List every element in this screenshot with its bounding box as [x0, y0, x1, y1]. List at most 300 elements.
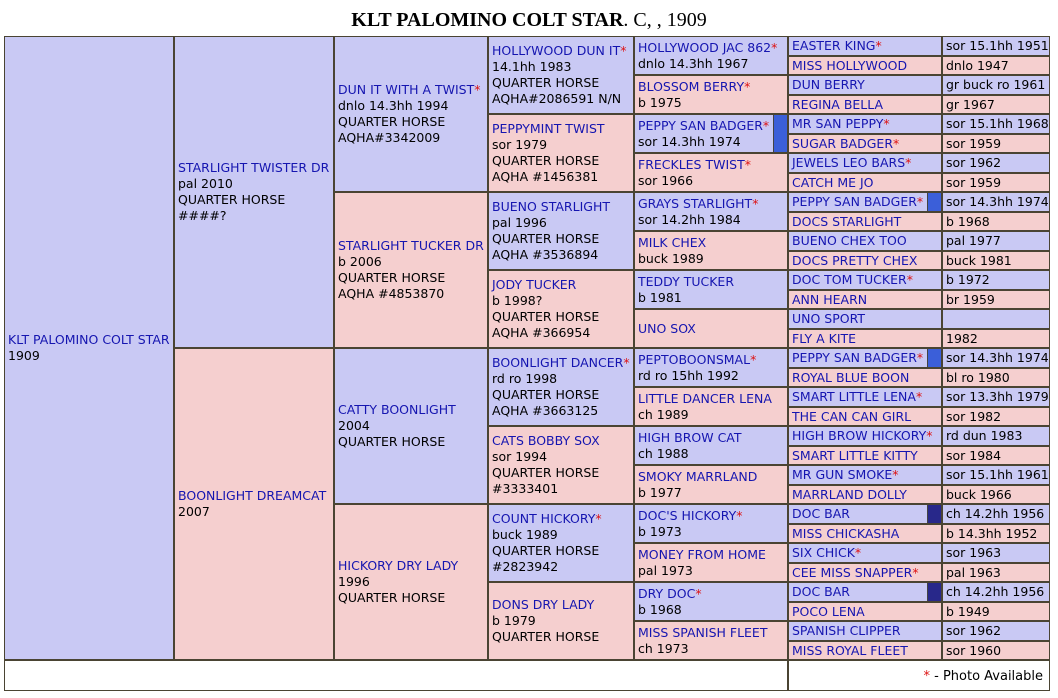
horse-name-text[interactable]: DOC BAR — [792, 506, 850, 521]
horse-name-link[interactable] — [792, 311, 938, 327]
horse-color-year-cell: buck 1981 — [942, 251, 1050, 270]
pedigree-cell-g3-3 — [488, 270, 634, 348]
photo-available-icon: * — [474, 82, 481, 97]
photo-available-icon: * — [744, 157, 751, 172]
pedigree-cell-g5-2 — [788, 75, 942, 95]
horse-color-year-cell: dnlo 1947 — [942, 56, 1050, 75]
horse-name-text[interactable]: MISS ROYAL FLEET — [792, 643, 908, 658]
horse-name-link[interactable] — [792, 58, 938, 74]
horse-detail-line: buck 1989 — [492, 527, 558, 542]
pedigree-cell-g4-14 — [634, 582, 788, 621]
photo-available-icon: * — [771, 40, 778, 55]
photo-available-icon: * — [750, 352, 757, 367]
horse-detail-line: QUARTER HORSE — [492, 629, 600, 644]
horse-name-link[interactable] — [178, 488, 330, 504]
horse-name-text[interactable]: MR GUN SMOKE — [792, 467, 893, 482]
horse-color-year-cell: gr 1967 — [942, 95, 1050, 114]
horse-detail-line: AQHA #4853870 — [338, 286, 445, 301]
horse-name-text[interactable]: GRAYS STARLIGHT — [638, 196, 753, 211]
pedigree-cell-g4-12 — [634, 504, 788, 543]
horse-name-text[interactable]: MISS HOLLYWOOD — [792, 58, 908, 73]
horse-name-text[interactable]: COUNT HICKORY — [492, 511, 596, 526]
horse-name-link[interactable] — [492, 597, 630, 613]
horse-name-text[interactable]: KLT PALOMINO COLT STAR — [8, 332, 170, 347]
horse-detail-line: b 1998? — [492, 293, 543, 308]
horse-color-year-cell: ch 14.2hh 1956 — [942, 504, 1050, 524]
horse-name-link[interactable] — [792, 370, 938, 386]
photo-available-icon: * — [915, 389, 923, 404]
horse-name-link[interactable] — [792, 194, 938, 210]
horse-name-link[interactable] — [792, 448, 938, 464]
horse-name-link[interactable] — [792, 467, 938, 483]
horse-name-text[interactable]: DOCS PRETTY CHEX — [792, 253, 918, 268]
pedigree-cell-g5-29 — [788, 602, 942, 621]
horse-name-link[interactable] — [792, 97, 938, 113]
horse-color-year-cell: b 14.3hh 1952 — [942, 524, 1050, 543]
horse-name-text[interactable]: HICKORY DRY LADY — [338, 558, 459, 573]
horse-name-link[interactable] — [792, 38, 938, 54]
horse-name-link[interactable] — [792, 214, 938, 230]
pedigree-grid — [4, 36, 1050, 660]
horse-name-link[interactable] — [792, 389, 938, 405]
horse-name-text[interactable]: EASTER KING — [792, 38, 876, 53]
horse-name-text[interactable]: STARLIGHT TUCKER DR — [338, 238, 484, 253]
pedigree-cell-g1-0 — [174, 36, 334, 348]
horse-name-text[interactable]: BUENO CHEX TOO — [792, 233, 907, 248]
horse-name-text[interactable]: SPANISH CLIPPER — [792, 623, 901, 638]
photo-available-icon: * — [595, 511, 602, 526]
horse-name-text[interactable]: BOONLIGHT DANCER — [492, 355, 624, 370]
horse-title-name: KLT PALOMINO COLT STAR — [351, 9, 624, 31]
horse-name-link[interactable] — [792, 604, 938, 620]
horse-name-link[interactable] — [792, 272, 938, 288]
pedigree-cell-g5-15 — [788, 329, 942, 348]
horse-name-link[interactable] — [638, 79, 784, 95]
horse-detail-line: 1996 — [338, 574, 370, 589]
horse-name-link[interactable] — [638, 508, 784, 524]
horse-detail-line: QUARTER HORSE — [492, 543, 600, 558]
horse-detail-line: ch 1973 — [638, 641, 689, 656]
pedigree-cell-g5-13 — [788, 290, 942, 309]
horse-detail-line: QUARTER HORSE — [178, 192, 286, 207]
horse-detail-line: ch 1989 — [638, 407, 689, 422]
photo-legend — [788, 660, 1050, 691]
horse-name-text[interactable]: CATTY BOONLIGHT — [338, 402, 456, 417]
horse-color-year-cell: gr buck ro 1961 — [942, 75, 1050, 95]
horse-detail-line: #2823942 — [492, 559, 559, 574]
horse-name-text[interactable]: CATCH ME JO — [792, 175, 874, 190]
pedigree-cell-g4-15 — [634, 621, 788, 660]
pedigree-cell-g3-6 — [488, 504, 634, 582]
horse-name-link[interactable] — [492, 121, 630, 137]
horse-name-link[interactable] — [792, 233, 938, 249]
horse-name-link[interactable] — [638, 235, 784, 251]
horse-color-year-cell: pal 1977 — [942, 231, 1050, 251]
horse-name-text[interactable]: HIGH BROW HICKORY — [792, 428, 927, 443]
horse-detail-line: pal 2010 — [178, 176, 233, 191]
horse-name-link[interactable] — [492, 277, 630, 293]
horse-name-text[interactable]: UNO SPORT — [792, 311, 866, 326]
horse-name-link[interactable] — [792, 155, 938, 171]
pedigree-cell-g2-2 — [334, 348, 488, 504]
color-swatch-icon — [773, 115, 787, 152]
horse-name-link[interactable] — [792, 545, 938, 561]
horse-name-link[interactable] — [638, 118, 784, 134]
photo-available-icon: * — [906, 272, 913, 287]
horse-name-text[interactable]: DUN IT WITH A TWIST — [338, 82, 475, 97]
pedigree-cell-g4-10 — [634, 426, 788, 465]
horse-name-link[interactable] — [638, 321, 784, 337]
color-swatch-icon — [927, 193, 941, 211]
pedigree-cell-g5-8 — [788, 192, 942, 212]
horse-color-year-cell: sor 1962 — [942, 153, 1050, 173]
pedigree-cell-g5-11 — [788, 251, 942, 270]
horse-name-link[interactable] — [792, 409, 938, 425]
horse-name-link[interactable] — [638, 352, 784, 368]
pedigree-cell-g5-18 — [788, 387, 942, 407]
color-swatch-icon — [927, 349, 941, 367]
pedigree-cell-g3-1 — [488, 114, 634, 192]
pedigree-cell-g5-23 — [788, 485, 942, 504]
horse-detail-line: QUARTER HORSE — [492, 153, 600, 168]
horse-color-year-cell: b 1949 — [942, 602, 1050, 621]
horse-name-link[interactable] — [338, 558, 484, 574]
pedigree-cell-g5-31 — [788, 641, 942, 660]
pedigree-cell-g5-0 — [788, 36, 942, 56]
horse-name-link[interactable] — [492, 433, 630, 449]
horse-color-year-cell: sor 1982 — [942, 407, 1050, 426]
horse-name-text[interactable]: SIX CHICK — [792, 545, 855, 560]
horse-name-link[interactable] — [792, 526, 938, 542]
horse-detail-line: b 2006 — [338, 254, 382, 269]
pedigree-cell-g4-7 — [634, 309, 788, 348]
horse-detail-line: QUARTER HORSE — [492, 309, 600, 324]
horse-detail-line: rd ro 15hh 1992 — [638, 368, 739, 383]
photo-available-icon: * — [916, 194, 924, 209]
horse-color-year-cell: br 1959 — [942, 290, 1050, 309]
horse-name-link[interactable] — [638, 391, 784, 407]
horse-name-link[interactable] — [792, 565, 938, 581]
photo-available-icon: * — [905, 155, 912, 170]
pedigree-cell-g5-12 — [788, 270, 942, 290]
pedigree-cell-g5-26 — [788, 543, 942, 563]
pedigree-cell-g4-0 — [634, 36, 788, 75]
horse-name-text[interactable]: LITTLE DANCER LENA — [638, 391, 772, 406]
pedigree-cell-g5-9 — [788, 212, 942, 231]
horse-name-link[interactable] — [492, 43, 630, 59]
pedigree-cell-g5-14 — [788, 309, 942, 329]
horse-name-text[interactable]: PEPTOBOONSMAL — [638, 352, 751, 367]
color-swatch-icon — [927, 505, 941, 523]
horse-color-year-cell: sor 15.1hh 1961 — [942, 465, 1050, 485]
horse-name-link[interactable] — [8, 332, 170, 348]
horse-name-text[interactable]: DOC BAR — [792, 584, 850, 599]
horse-detail-line: b 1979 — [492, 613, 536, 628]
horse-name-link[interactable] — [338, 238, 484, 254]
pedigree-cell-g2-0 — [334, 36, 488, 192]
horse-name-text[interactable]: MARRLAND DOLLY — [792, 487, 907, 502]
pedigree-cell-g5-24 — [788, 504, 942, 524]
pedigree-cell-g2-3 — [334, 504, 488, 660]
horse-name-link[interactable] — [338, 402, 484, 418]
horse-name-link[interactable] — [638, 430, 784, 446]
photo-available-icon: * — [736, 508, 743, 523]
horse-name-text[interactable]: SMOKY MARRLAND — [638, 469, 758, 484]
horse-name-link[interactable] — [792, 331, 938, 347]
horse-name-link[interactable] — [638, 547, 784, 563]
pedigree-cell-g5-7 — [788, 173, 942, 192]
horse-name-text[interactable]: DRY DOC — [638, 586, 696, 601]
horse-name-link[interactable] — [792, 506, 938, 522]
horse-name-text[interactable]: POCO LENA — [792, 604, 865, 619]
horse-name-link[interactable] — [792, 584, 938, 600]
horse-name-text[interactable]: MR SAN PEPPY — [792, 116, 884, 131]
photo-star-icon: * — [923, 669, 930, 684]
horse-name-text[interactable]: JODY TUCKER — [492, 277, 577, 292]
pedigree-cell-g5-25 — [788, 524, 942, 543]
horse-color-year-cell: ch 14.2hh 1956 — [942, 582, 1050, 602]
horse-detail-line: sor 14.2hh 1984 — [638, 212, 741, 227]
horse-detail-line: dnlo 14.3hh 1994 — [338, 98, 449, 113]
photo-available-icon: * — [892, 467, 899, 482]
horse-name-text[interactable]: DOC'S HICKORY — [638, 508, 737, 523]
photo-legend-text: - Photo Available — [929, 669, 1043, 684]
horse-detail-line: dnlo 14.3hh 1967 — [638, 56, 749, 71]
horse-name-link[interactable] — [338, 82, 484, 98]
horse-detail-line: QUARTER HORSE — [338, 590, 446, 605]
pedigree-cell-g3-0 — [488, 36, 634, 114]
horse-name-text[interactable]: DONS DRY LADY — [492, 597, 595, 612]
pedigree-cell-g2-1 — [334, 192, 488, 348]
horse-name-text[interactable]: DUN BERRY — [792, 77, 865, 92]
horse-name-link[interactable] — [792, 116, 938, 132]
horse-detail-line: sor 1979 — [492, 137, 548, 152]
horse-name-text[interactable]: ANN HEARN — [792, 292, 868, 307]
horse-detail-line: b 1977 — [638, 485, 682, 500]
horse-name-link[interactable] — [638, 196, 784, 212]
horse-name-link[interactable] — [638, 469, 784, 485]
horse-title-suffix: . C, , 1909 — [623, 9, 707, 31]
horse-detail-line: pal 1996 — [492, 215, 547, 230]
horse-name-text[interactable]: JEWELS LEO BARS — [792, 155, 906, 170]
horse-name-link[interactable] — [792, 77, 938, 93]
photo-available-icon: * — [926, 428, 933, 443]
horse-detail-line: QUARTER HORSE — [338, 434, 446, 449]
photo-available-icon: * — [883, 116, 890, 131]
photo-available-icon: * — [854, 545, 862, 560]
horse-detail-line: sor 1966 — [638, 173, 694, 188]
horse-detail-line: AQHA #366954 — [492, 325, 591, 340]
horse-name-text[interactable]: DOC TOM TUCKER — [792, 272, 907, 287]
horse-color-year-cell: sor 1959 — [942, 173, 1050, 192]
horse-name-link[interactable] — [178, 160, 330, 176]
photo-available-icon: * — [762, 118, 770, 133]
horse-color-year-cell: b 1968 — [942, 212, 1050, 231]
pedigree-cell-g5-28 — [788, 582, 942, 602]
pedigree-cell-g3-2 — [488, 192, 634, 270]
horse-name-text[interactable]: PEPPY SAN BADGER — [792, 350, 917, 365]
pedigree-cell-subject — [4, 36, 174, 660]
horse-name-text[interactable]: SUGAR BADGER — [792, 136, 894, 151]
horse-name-text[interactable]: SMART LITTLE KITTY — [792, 448, 918, 463]
pedigree-cell-g5-27 — [788, 563, 942, 582]
horse-name-text[interactable]: SMART LITTLE LENA — [792, 389, 916, 404]
photo-available-icon: * — [695, 586, 702, 601]
photo-available-icon: * — [623, 355, 630, 370]
horse-name-link[interactable] — [792, 136, 938, 152]
photo-available-icon: * — [875, 38, 882, 53]
pedigree-cell-g5-21 — [788, 446, 942, 465]
pedigree-cell-g4-11 — [634, 465, 788, 504]
horse-name-text[interactable]: MONEY FROM HOME — [638, 547, 766, 562]
photo-available-icon: * — [744, 79, 751, 94]
horse-name-text[interactable]: FLY A KITE — [792, 331, 857, 346]
horse-color-year-cell: b 1972 — [942, 270, 1050, 290]
horse-name-link[interactable] — [792, 428, 938, 444]
horse-name-link[interactable] — [792, 175, 938, 191]
pedigree-cell-g5-30 — [788, 621, 942, 641]
horse-name-text[interactable]: BOONLIGHT DREAMCAT — [178, 488, 327, 503]
horse-detail-line: AQHA#2086591 N/N — [492, 91, 622, 106]
horse-detail-line: 2004 — [338, 418, 370, 433]
horse-detail-line: pal 1973 — [638, 563, 693, 578]
horse-detail-line: AQHA#3342009 — [338, 130, 441, 145]
horse-color-year-cell: 1982 — [942, 329, 1050, 348]
horse-name-text[interactable]: UNO SOX — [638, 321, 696, 336]
horse-detail-line: 14.1hh 1983 — [492, 59, 572, 74]
horse-name-text[interactable]: MISS SPANISH FLEET — [638, 625, 768, 640]
horse-name-link[interactable] — [638, 625, 784, 641]
photo-available-icon: * — [620, 43, 627, 58]
horse-name-text[interactable]: TEDDY TUCKER — [638, 274, 735, 289]
horse-detail-line: b 1973 — [638, 524, 682, 539]
horse-detail-line: sor 1994 — [492, 449, 548, 464]
pedigree-cell-g5-16 — [788, 348, 942, 368]
horse-name-link[interactable] — [638, 586, 784, 602]
pedigree-cell-g5-10 — [788, 231, 942, 251]
horse-name-text[interactable]: BLOSSOM BERRY — [638, 79, 745, 94]
pedigree-cell-g1-1 — [174, 348, 334, 660]
horse-name-text[interactable]: FRECKLES TWIST — [638, 157, 745, 172]
horse-detail-line: #3333401 — [492, 481, 559, 496]
photo-available-icon: * — [893, 136, 900, 151]
pedigree-cell-g4-2 — [634, 114, 788, 153]
horse-name-link[interactable] — [792, 253, 938, 269]
horse-name-link[interactable] — [792, 623, 938, 639]
photo-available-icon: * — [916, 350, 924, 365]
horse-name-link[interactable] — [638, 157, 784, 173]
horse-detail-line: ch 1988 — [638, 446, 689, 461]
horse-name-text[interactable]: PEPPY SAN BADGER — [638, 118, 763, 133]
horse-color-year-cell: sor 15.1hh 1951 — [942, 36, 1050, 56]
horse-detail-line: b 1975 — [638, 95, 682, 110]
horse-name-link[interactable] — [492, 511, 630, 527]
pedigree-cell-g5-1 — [788, 56, 942, 75]
horse-name-text[interactable]: THE CAN CAN GIRL — [792, 409, 912, 424]
pedigree-cell-g3-7 — [488, 582, 634, 660]
horse-detail-line: AQHA #3663125 — [492, 403, 599, 418]
horse-color-year-cell: sor 14.3hh 1974 — [942, 192, 1050, 212]
pedigree-cell-g4-1 — [634, 75, 788, 114]
pedigree-cell-g4-6 — [634, 270, 788, 309]
horse-name-text[interactable]: MILK CHEX — [638, 235, 707, 250]
pedigree-cell-g5-22 — [788, 465, 942, 485]
horse-color-year-cell: sor 1962 — [942, 621, 1050, 641]
horse-name-link[interactable] — [492, 355, 630, 371]
pedigree-cell-g4-13 — [634, 543, 788, 582]
horse-name-link[interactable] — [638, 274, 784, 290]
color-swatch-icon — [927, 583, 941, 601]
pedigree-cell-g5-5 — [788, 134, 942, 153]
horse-color-year-cell: sor 1984 — [942, 446, 1050, 465]
horse-color-year-cell: bl ro 1980 — [942, 368, 1050, 387]
horse-detail-line: sor 14.3hh 1974 — [638, 134, 741, 149]
horse-name-link[interactable] — [792, 292, 938, 308]
horse-name-text[interactable]: BUENO STARLIGHT — [492, 199, 610, 214]
horse-detail-line: b 1968 — [638, 602, 682, 617]
horse-detail-line: 1909 — [8, 348, 40, 363]
horse-name-text[interactable]: ROYAL BLUE BOON — [792, 370, 910, 385]
horse-name-text[interactable]: DOCS STARLIGHT — [792, 214, 902, 229]
horse-name-text[interactable]: HOLLYWOOD DUN IT — [492, 43, 621, 58]
photo-available-icon: * — [752, 196, 759, 211]
horse-detail-line: AQHA #1456381 — [492, 169, 599, 184]
pedigree-cell-g4-4 — [634, 192, 788, 231]
horse-name-link[interactable] — [492, 199, 630, 215]
horse-color-year-cell: sor 1960 — [942, 641, 1050, 660]
horse-name-text[interactable]: REGINA BELLA — [792, 97, 884, 112]
pedigree-cell-g5-3 — [788, 95, 942, 114]
horse-color-year-cell: sor 1959 — [942, 134, 1050, 153]
horse-color-year-cell: buck 1966 — [942, 485, 1050, 504]
photo-available-icon: * — [912, 565, 919, 580]
pedigree-cell-g3-4 — [488, 348, 634, 426]
horse-name-text[interactable]: MISS CHICKASHA — [792, 526, 900, 541]
horse-color-year-cell — [942, 309, 1050, 329]
horse-detail-line: ####? — [178, 208, 227, 223]
horse-detail-line: QUARTER HORSE — [492, 387, 600, 402]
horse-name-text[interactable]: PEPPY SAN BADGER — [792, 194, 917, 209]
horse-name-link[interactable] — [792, 643, 938, 659]
horse-name-text[interactable]: HIGH BROW CAT — [638, 430, 742, 445]
pedigree-cell-g5-17 — [788, 368, 942, 387]
horse-color-year-cell: sor 1963 — [942, 543, 1050, 563]
horse-color-year-cell: sor 15.1hh 1968 — [942, 114, 1050, 134]
horse-name-text[interactable]: STARLIGHT TWISTER DR — [178, 160, 330, 175]
horse-name-text[interactable]: PEPPYMINT TWIST — [492, 121, 605, 136]
horse-name-link[interactable] — [638, 40, 784, 56]
pedigree-cell-g4-5 — [634, 231, 788, 270]
pedigree-cell-g4-3 — [634, 153, 788, 192]
pedigree-cell-g4-8 — [634, 348, 788, 387]
page-title — [0, 9, 1058, 32]
horse-detail-line: buck 1989 — [638, 251, 704, 266]
pedigree-cell-g5-19 — [788, 407, 942, 426]
horse-name-text[interactable]: CEE MISS SNAPPER — [792, 565, 913, 580]
horse-name-link[interactable] — [792, 350, 938, 366]
horse-detail-line: QUARTER HORSE — [492, 75, 600, 90]
horse-name-text[interactable]: HOLLYWOOD JAC 862 — [638, 40, 772, 55]
horse-name-text[interactable]: CATS BOBBY SOX — [492, 433, 600, 448]
horse-detail-line: QUARTER HORSE — [338, 270, 446, 285]
horse-color-year-cell: sor 13.3hh 1979 — [942, 387, 1050, 407]
pedigree-cell-g4-9 — [634, 387, 788, 426]
horse-color-year-cell: rd dun 1983 — [942, 426, 1050, 446]
pedigree-cell-g3-5 — [488, 426, 634, 504]
footer-blank — [4, 660, 788, 691]
horse-name-link[interactable] — [792, 487, 938, 503]
horse-color-year-cell: pal 1963 — [942, 563, 1050, 582]
